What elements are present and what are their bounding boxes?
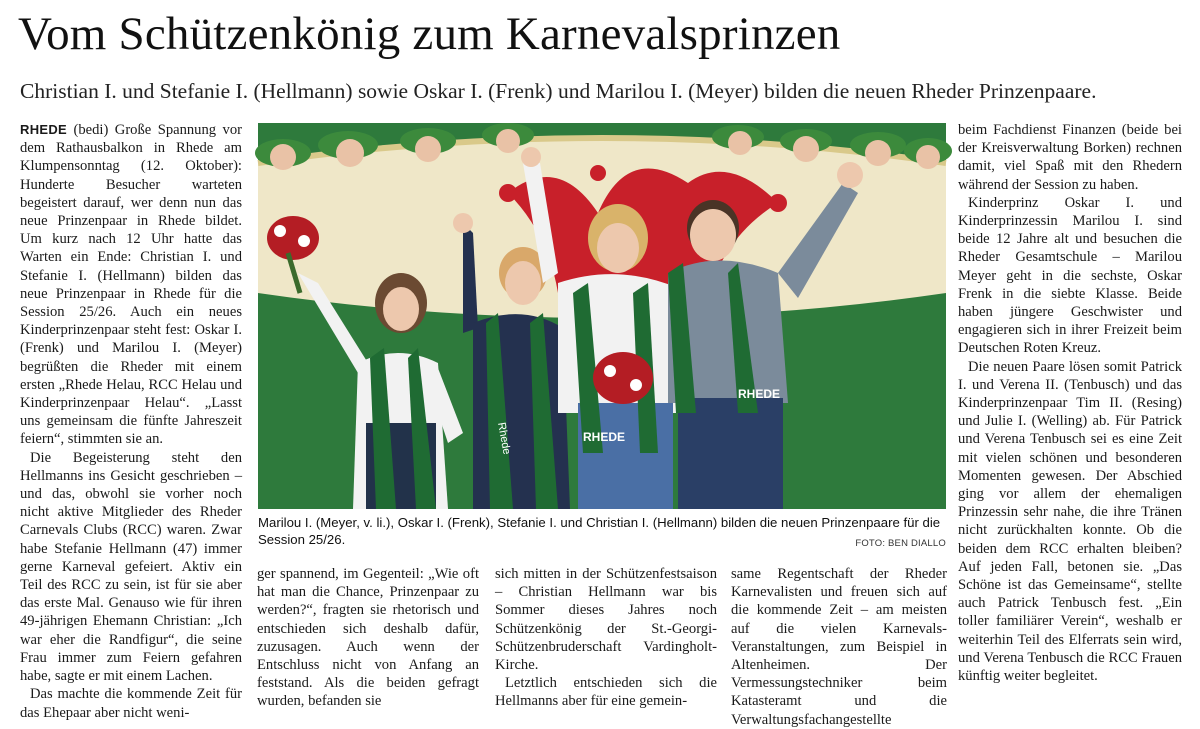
subheadline: Christian I. und Stefanie I. (Hellmann) sowie Oskar I. (Frenk) und Marilou I. (Meyer) bilden die neuen Rheder Prinzenpaare.: [20, 79, 1097, 103]
paragraph: Die neuen Paare lösen somit Patrick I. und Verena II. (Tenbusch) und das Kinderprinzenpaar Tim II. (Resing) und Julie I. (Welling) ab. Für Patrick und Verena Tenbusch sei es eine Zeit mit vielen schönen und besonderen Momenten gewesen. Der Abschied ging vor allem der ehemaligen Prinzessin sehr nahe, die ihre Tränen nicht zurückhalten konnte. Ob die beiden dem RCC erhalten bleiben? Auf jeden Fall, betonen sie. „Das Schöne ist das Gemeinsame“, stellte auch Patrick Tenbusch fest. „Ein toller familiärer Verein“, weshalb er weiterhin Teil des Elferrats sein wird, und Verena Tenbusch die RCC Frauen künftig weiter begleitet.: [958, 358, 1182, 685]
headline: Vom Schützenkönig zum Karnevalsprinzen: [18, 8, 841, 60]
article-column-3: [495, 565, 717, 709]
photo-credit: FOTO: BEN DIALLO: [855, 538, 946, 549]
paragraph: same Regentschaft der Rheder Karnevalisten und freuen sich auf die kommende Zeit – am meisten auf die vielen Karnevals-Veranstaltungen, zum Beispiel in Altenheimen. Der Vermessungstechniker beim Katasteramt und die Verwaltungsfachangestellte: [731, 566, 947, 728]
paragraph: Kinderprinz Oskar I. und Kinderprinzessin Marilou I. sind beide 12 Jahre alt und besuchen die Rheder Gesamtschule – Marilou Meyer geht in die sechste, Oskar Frenk in die siebte Klasse. Beide haben jüngere Geschwister und engagieren sich in ihrer Freizeit beim Deutschen Roten Kreuz.: [958, 194, 1182, 357]
photo-caption: Marilou I. (Meyer, v. li.), Oskar I. (Frenk), Stefanie I. und Christian I. (Hellmann) bilden die neuen Prinzenpaare für die Session 25/26.: [258, 515, 941, 547]
article-column-2: [257, 565, 479, 709]
article-column-6: [958, 121, 1182, 709]
article-column-1: [20, 121, 242, 721]
paragraph: ger spannend, im Gegenteil: „Wie oft hat man die Chance, Prinzenpaar zu werden?“, fragten sie rhetorisch und entschieden sich deshalb dafür, zuzusagen. Auch wenn der Entschluss nicht von Anfang an feststand. Als die beiden gefragt wurden, befanden sie: [257, 566, 479, 710]
paragraph: beim Fachdienst Finanzen (beide bei der Kreisverwaltung Borken) rechnen damit, viel Spaß mit den Rhedern während der Session zu haben.: [958, 122, 1182, 193]
dateline: RHEDE: [20, 122, 68, 137]
paragraph: Letztlich entschieden sich die Hellmanns aber für eine gemein-: [495, 675, 717, 710]
paragraph-text: (bedi) Große Spannung vor dem Rathausbalkon in Rhede am Klumpensonntag (12. Oktober): Hunderte Besucher warteten begeistert darauf, wer denn nun das neue Prinzenpaar in Rhede bildet. Um kurz nach 12 Uhr hatte das Warten ein Ende: Christian I. und Stefanie I. (Hellmann) bilden das neue Prinzenpaar in Rhede für die Session 25/26. Auch ein neues Kinderprinzenpaar steht fest: Oskar I. (Frenk) und Marilou I. (Meyer) begrüßten die Rheder mit einem ersten „Rhede Helau, RCC Helau und Kinderprinzenpaar Helau“. „Lasst uns gemeinsam die fünfte Jahreszeit feiern“, stimmten sie an.: [20, 122, 242, 448]
paragraph: Das machte die kommende Zeit für das Ehepaar aber nicht weni-: [20, 686, 242, 721]
paragraph: Die Begeisterung steht den Hellmanns ins Gesicht geschrieben – und das, obwohl sie vorher noch nicht aktive Mitglieder des Rheder Carnevals Clubs (RCC) waren. Zwar habe Stefanie Hellmann (47) immer gerne Karneval gefeiert. Aktiv ein Teil des RCC zu sein, ist für sie aber das erste Mal. Genauso wie für ihren 49-jährigen Ehemann Christian: „Ich war eher die Randfigur“, die seine Frau immer zum Feiern gefahren habe, sagte er mit einem Lachen.: [20, 449, 242, 685]
article-photo: [258, 123, 946, 509]
scarf-text-1: RHEDE: [583, 430, 626, 444]
article-column-4: [731, 565, 947, 728]
photo-illustration: [258, 123, 946, 509]
paragraph: [20, 121, 242, 449]
scarf-text-2: RHEDE: [738, 387, 781, 401]
paragraph: sich mitten in der Schützenfestsaison – Christian Hellmann war bis Sommer dieses Jahres noch Schützenkönig der St.-Georgi-Schützenbruderschaft Vardingholt-Kirche.: [495, 566, 717, 674]
scarf-text-3: Rhede: [495, 421, 513, 456]
